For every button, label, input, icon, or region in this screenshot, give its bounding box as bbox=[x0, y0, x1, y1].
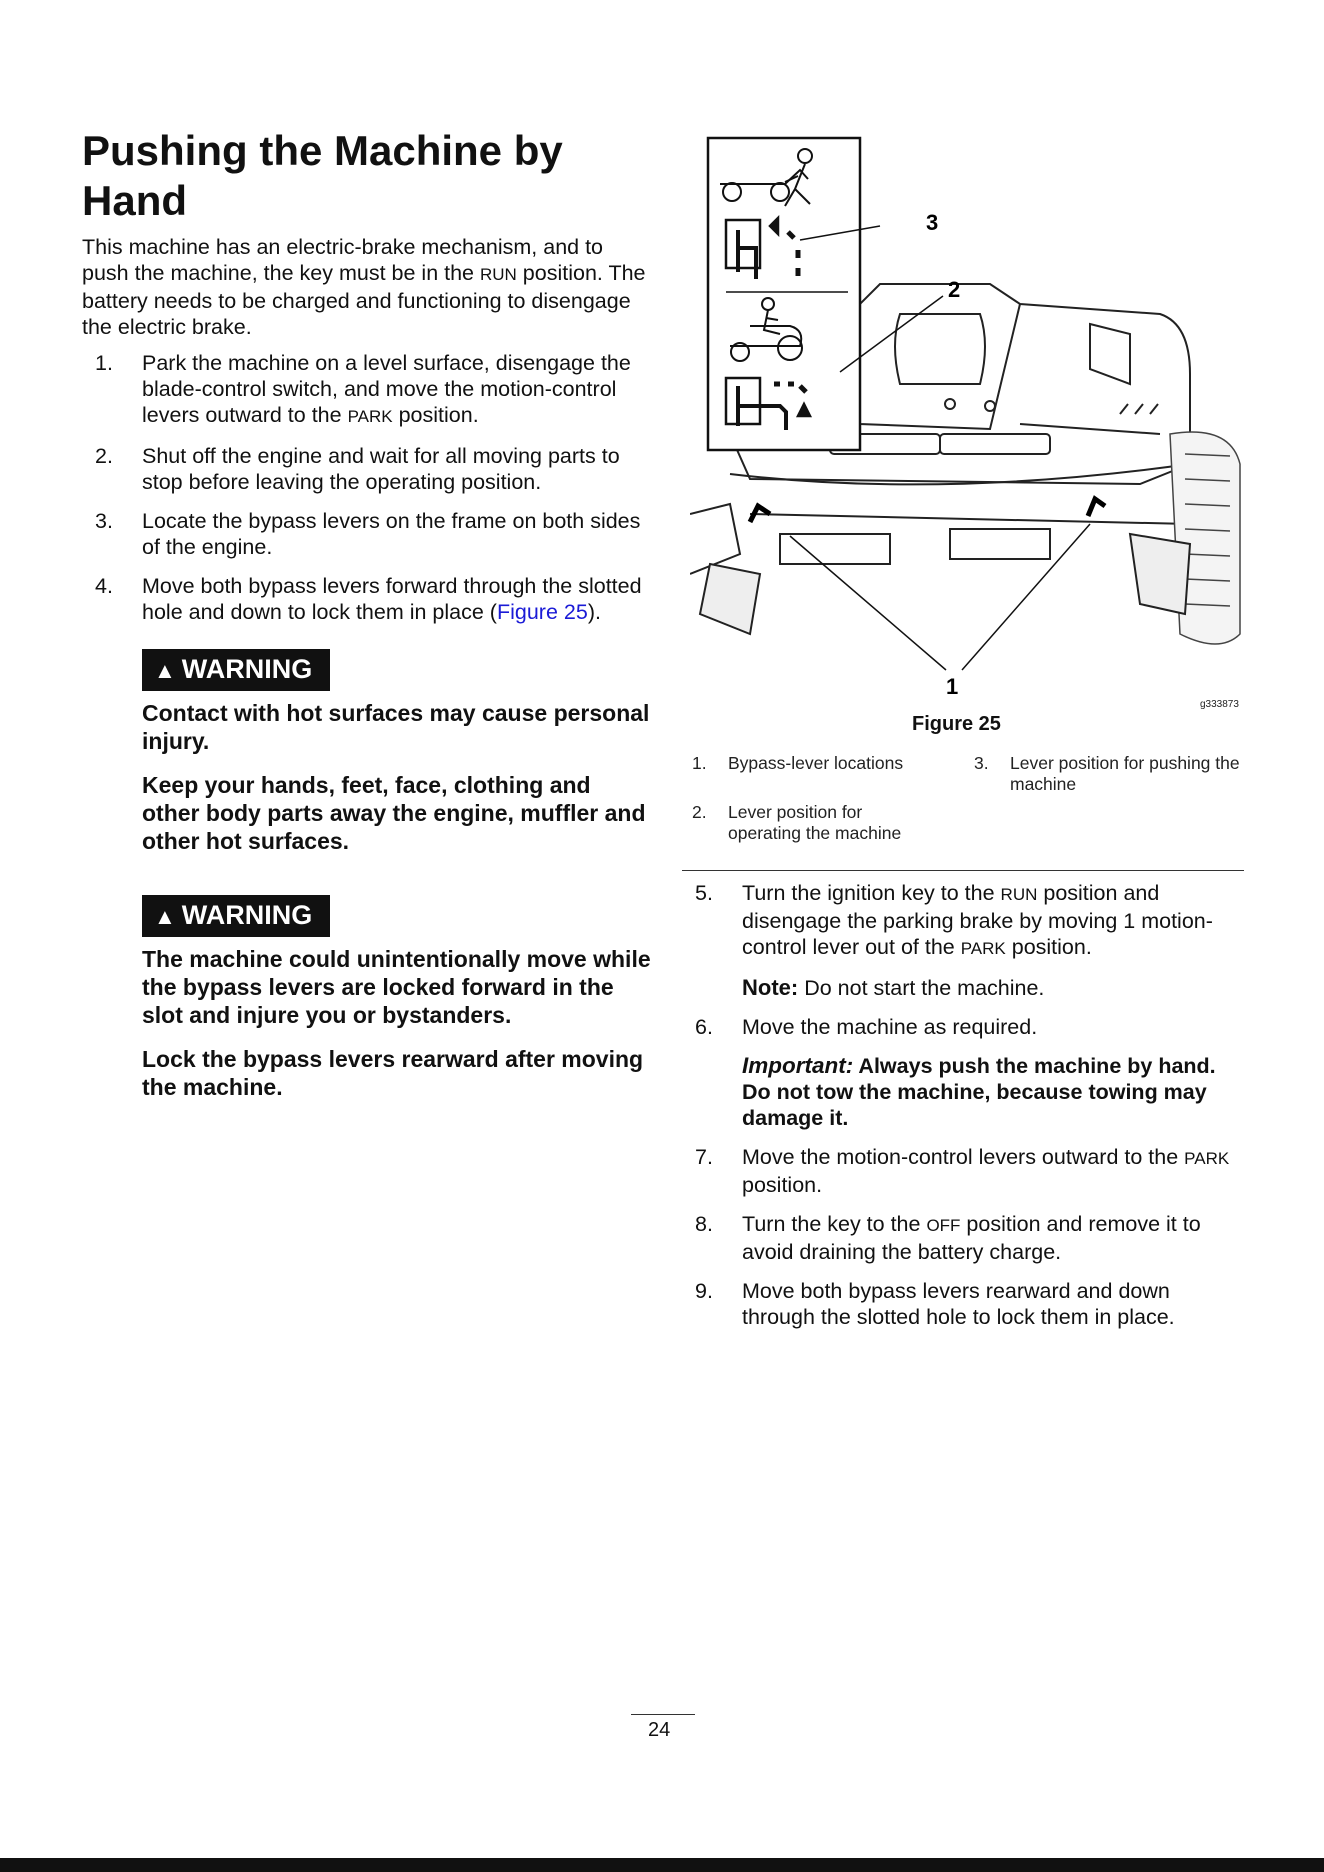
step-text-end: position. bbox=[1005, 935, 1092, 959]
legend-text: Lever position for pushing the machine bbox=[1010, 753, 1240, 794]
step-park: PARK bbox=[960, 939, 1006, 958]
figure-25-illustration bbox=[690, 134, 1246, 734]
legend-item-2 bbox=[692, 802, 928, 844]
step-off: OFF bbox=[926, 1216, 961, 1235]
step-5 bbox=[682, 880, 1242, 962]
page-title: Pushing the Machine by Hand bbox=[82, 127, 563, 224]
warning-hot-surfaces bbox=[142, 649, 652, 855]
warning-label bbox=[142, 895, 330, 937]
warning-triangle-icon: ▲ bbox=[154, 658, 176, 683]
left-column bbox=[82, 234, 652, 1117]
steps-list-7-9 bbox=[682, 1144, 1242, 1330]
warning-label bbox=[142, 649, 330, 691]
step-text: Move both bypass levers forward through the slotted hole and down to lock them in place ( bbox=[142, 574, 642, 624]
step-6 bbox=[682, 1014, 1242, 1040]
step-text: Move the machine as required. bbox=[742, 1015, 1038, 1039]
intro-paragraph bbox=[82, 234, 652, 340]
legend-number: 2. bbox=[692, 802, 707, 822]
callout-1: 1 bbox=[946, 674, 959, 699]
warning-label-text: WARNING bbox=[181, 900, 313, 930]
page-number-rule bbox=[631, 1714, 695, 1715]
step-park: PARK bbox=[1184, 1149, 1230, 1168]
note bbox=[742, 975, 1242, 1001]
steps-list-6 bbox=[682, 1014, 1242, 1040]
warning-label-text: WARNING bbox=[181, 654, 313, 684]
step-text: Turn the key to the bbox=[742, 1212, 927, 1236]
note-label: Note: bbox=[742, 975, 799, 1000]
step-text: Locate the bypass levers on the frame on both sides of the engine. bbox=[142, 509, 641, 559]
step-number: 9. bbox=[695, 1279, 713, 1303]
legend-item-3 bbox=[974, 753, 1240, 795]
warning-bypass-levers bbox=[142, 895, 652, 1101]
page-number: 24 bbox=[648, 1719, 671, 1741]
figure-caption: Figure 25 bbox=[912, 713, 1001, 735]
step-2 bbox=[82, 443, 652, 495]
step-run: RUN bbox=[1000, 885, 1038, 904]
step-number: 8. bbox=[695, 1212, 713, 1236]
legend-number: 3. bbox=[974, 753, 989, 773]
important-notice bbox=[742, 1053, 1242, 1131]
intro-run: RUN bbox=[479, 265, 517, 284]
bottom-edge-bar bbox=[0, 1858, 1324, 1872]
step-text-end: position and remove it to avoid draining the battery charge. bbox=[742, 1212, 1201, 1264]
step-text-end: ). bbox=[587, 600, 601, 624]
note-text: Do not start the machine. bbox=[798, 976, 1045, 1000]
step-number: 6. bbox=[695, 1015, 713, 1039]
step-7 bbox=[682, 1144, 1242, 1198]
important-text: Always push the machine by hand. Do not tow the machine, because towing may damage it. bbox=[742, 1054, 1216, 1130]
step-number: 2. bbox=[95, 444, 113, 468]
step-text: Shut off the engine and wait for all moving parts to stop before leaving the operating position. bbox=[142, 444, 620, 494]
step-1 bbox=[82, 350, 652, 430]
legend-item-1 bbox=[692, 753, 928, 774]
legend-divider bbox=[682, 870, 1244, 871]
figure-25-link[interactable]: Figure 25 bbox=[496, 600, 588, 624]
step-number: 5. bbox=[695, 881, 713, 905]
step-text: Turn the ignition key to the bbox=[742, 881, 1001, 905]
warning-text: Lock the bypass levers rearward after moving the machine. bbox=[142, 1046, 644, 1100]
steps-list-continued bbox=[682, 880, 1242, 962]
intro-text-a: This machine has an electric-brake mechanism, and to push the machine, the key must be in the bbox=[82, 235, 604, 285]
warning-text: The machine could unintentionally move while the bypass levers are locked forward in the slot and injure you or bystanders. bbox=[142, 946, 651, 1028]
step-number: 1. bbox=[95, 351, 113, 375]
step-text: Park the machine on a level surface, disengage the blade-control switch, and move the motion-control levers outward to the bbox=[142, 351, 631, 427]
legend-text: Lever position for operating the machine bbox=[728, 802, 902, 843]
step-8 bbox=[682, 1211, 1242, 1265]
intro-text-b: position. The battery needs to be charged and functioning to disengage the electric brake. bbox=[82, 261, 646, 339]
step-3 bbox=[82, 508, 652, 560]
warning-triangle-icon: ▲ bbox=[154, 904, 176, 929]
step-number: 7. bbox=[695, 1145, 713, 1169]
step-text: Move both bypass levers rearward and down through the slotted hole to lock them in place. bbox=[742, 1279, 1175, 1329]
important-label: Important: bbox=[742, 1053, 854, 1078]
legend-number: 1. bbox=[692, 753, 707, 773]
callout-2: 2 bbox=[948, 277, 961, 302]
legend-text: Bypass-lever locations bbox=[728, 753, 904, 773]
step-number: 4. bbox=[95, 574, 113, 598]
step-park: PARK bbox=[347, 407, 393, 426]
right-column bbox=[682, 880, 1242, 1343]
step-4 bbox=[82, 573, 652, 625]
figure-code: g333873 bbox=[1200, 699, 1239, 710]
frame-drawing bbox=[690, 504, 1190, 634]
warning-text: Keep your hands, feet, face, clothing and other body parts away the engine, muffler and other hot surfaces. bbox=[142, 772, 646, 854]
step-9 bbox=[682, 1278, 1242, 1330]
step-text-mid: position and disengage the parking brake by moving 1 motion-control lever out of the bbox=[742, 881, 1213, 959]
step-text-end: position. bbox=[392, 403, 479, 427]
step-text: Move the motion-control levers outward to the bbox=[742, 1145, 1185, 1169]
step-number: 3. bbox=[95, 509, 113, 533]
warning-text: Contact with hot surfaces may cause personal injury. bbox=[142, 700, 650, 754]
steps-list bbox=[82, 350, 652, 625]
step-text-end: position. bbox=[742, 1173, 823, 1197]
callout-3: 3 bbox=[926, 210, 939, 235]
